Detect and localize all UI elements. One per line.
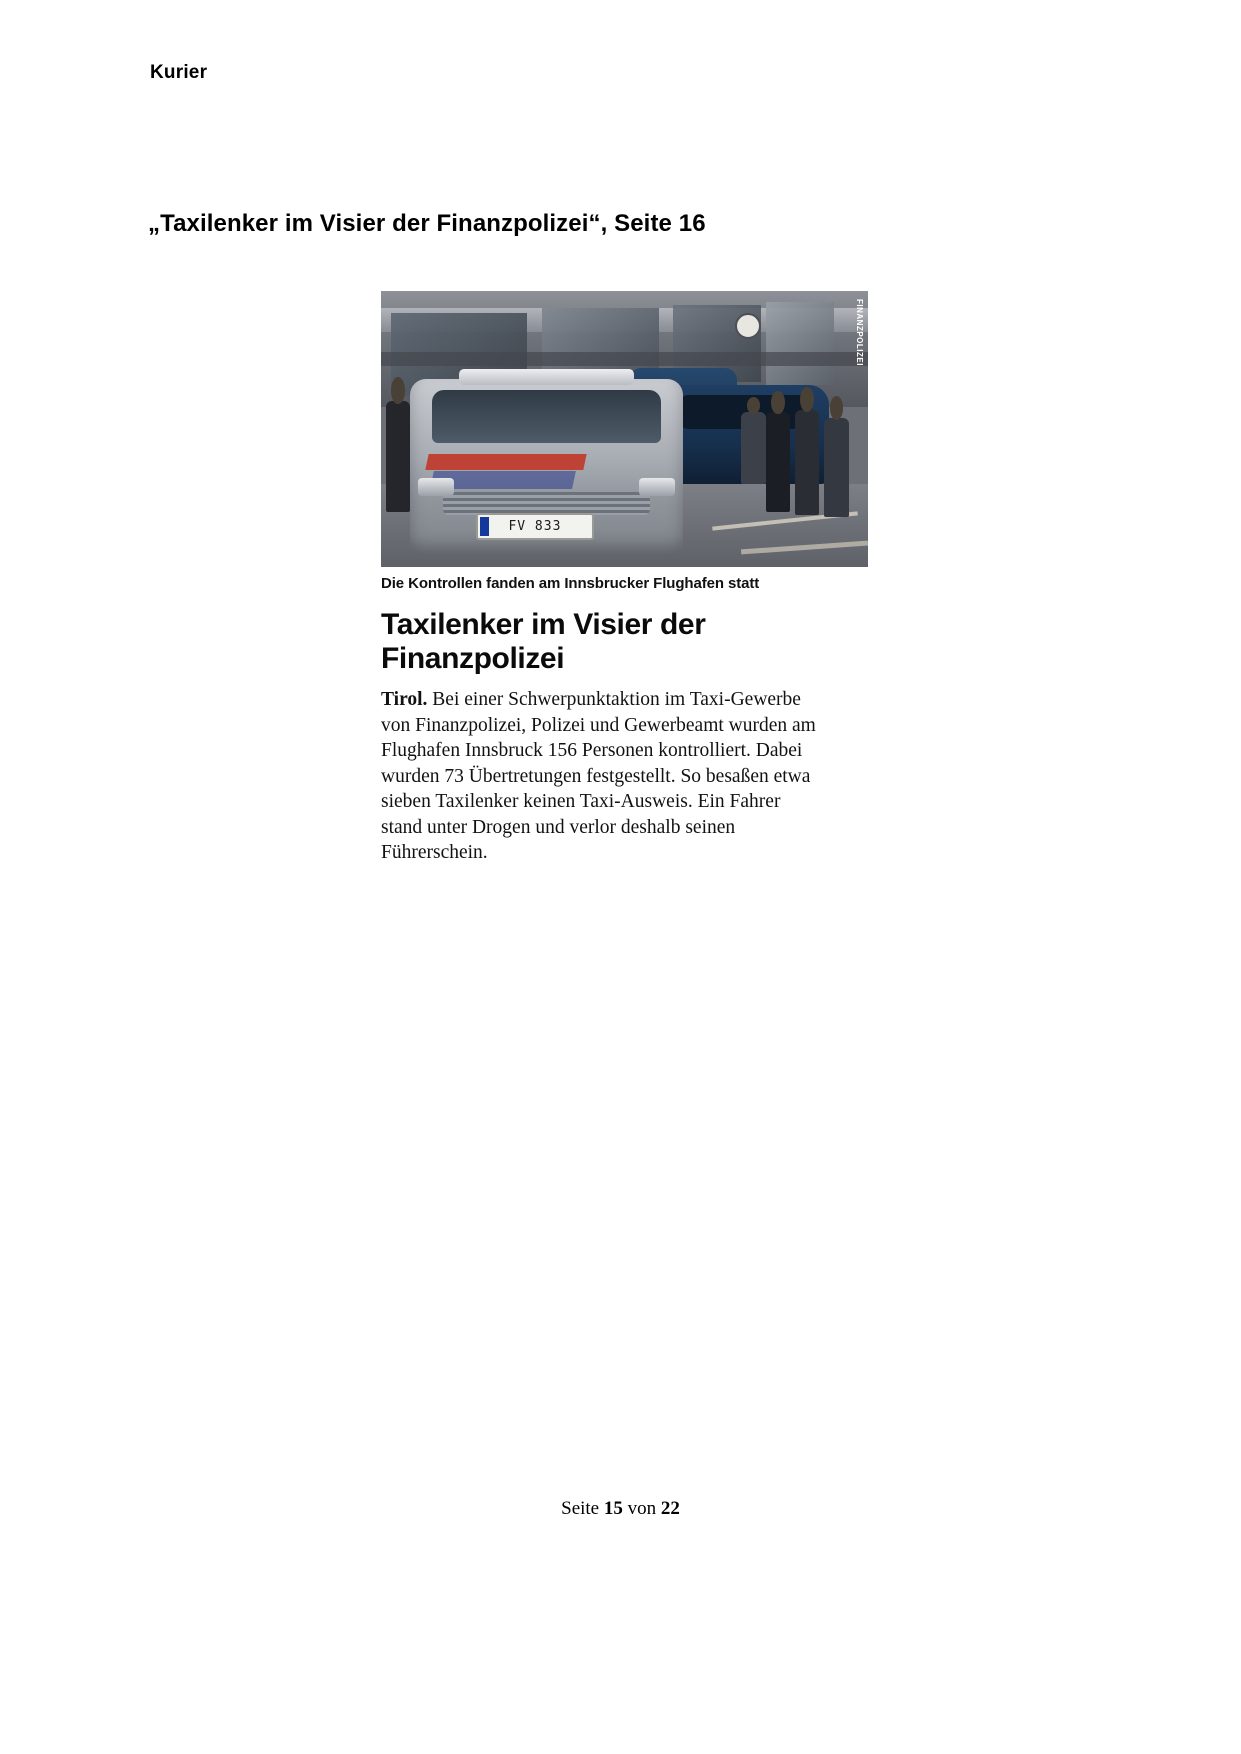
terminal-glass-panel (766, 302, 834, 385)
headlamp (418, 478, 453, 496)
article-headline: Taxilenker im Visier der Finanzpolizei (381, 608, 706, 675)
footer-middle: von (622, 1498, 661, 1519)
article-body (381, 687, 824, 866)
footer-current-page: 15 (603, 1498, 623, 1519)
pedestrian-figure (795, 410, 819, 515)
page-title: „Taxilenker im Visier der Finanzpolizei“, Seite 16 (148, 210, 706, 237)
photo-credit: FINANZPOLIZEI (855, 299, 864, 366)
roof-light-bar (459, 369, 634, 385)
pedestrian-figure (741, 412, 765, 484)
source-label: Kurier (150, 62, 208, 83)
article-dek: Tirol. (381, 689, 428, 710)
clock-icon (735, 313, 761, 339)
footer-total-pages: 22 (660, 1498, 680, 1519)
pedestrian-figure (386, 401, 410, 511)
news-photo (381, 291, 868, 567)
terminal-facade-band (381, 352, 868, 366)
article-text: Bei einer Schwerpunktaktion im Taxi-Gewerbe von Finanzpolizei, Polizei und Gewerbeamt wurden am Flughafen Innsbruck 156 Personen kontrolliert. Dabei wurden 73 Übertretungen festgestellt. So besaßen etwa sieben Taxilenker keinen Taxi-Ausweis. Ein Fahrer stand unter Drogen und verlor deshalb seinen Führerschein. (381, 689, 816, 864)
pedestrian-figure (824, 418, 848, 517)
license-plate-text: FV 833 (508, 519, 562, 535)
pedestrian-figure (766, 412, 790, 511)
radiator-grille (443, 492, 650, 515)
windscreen (432, 390, 661, 443)
police-car (410, 379, 683, 556)
eu-plate-band (480, 517, 489, 536)
footer-prefix: Seite (561, 1498, 604, 1519)
license-plate (476, 513, 595, 540)
news-clipping (381, 291, 868, 866)
headlamp (639, 478, 674, 496)
police-red-stripe (425, 454, 587, 470)
page-footer (0, 1498, 1241, 1520)
photo-caption: Die Kontrollen fanden am Innsbrucker Flughafen statt (381, 575, 760, 592)
